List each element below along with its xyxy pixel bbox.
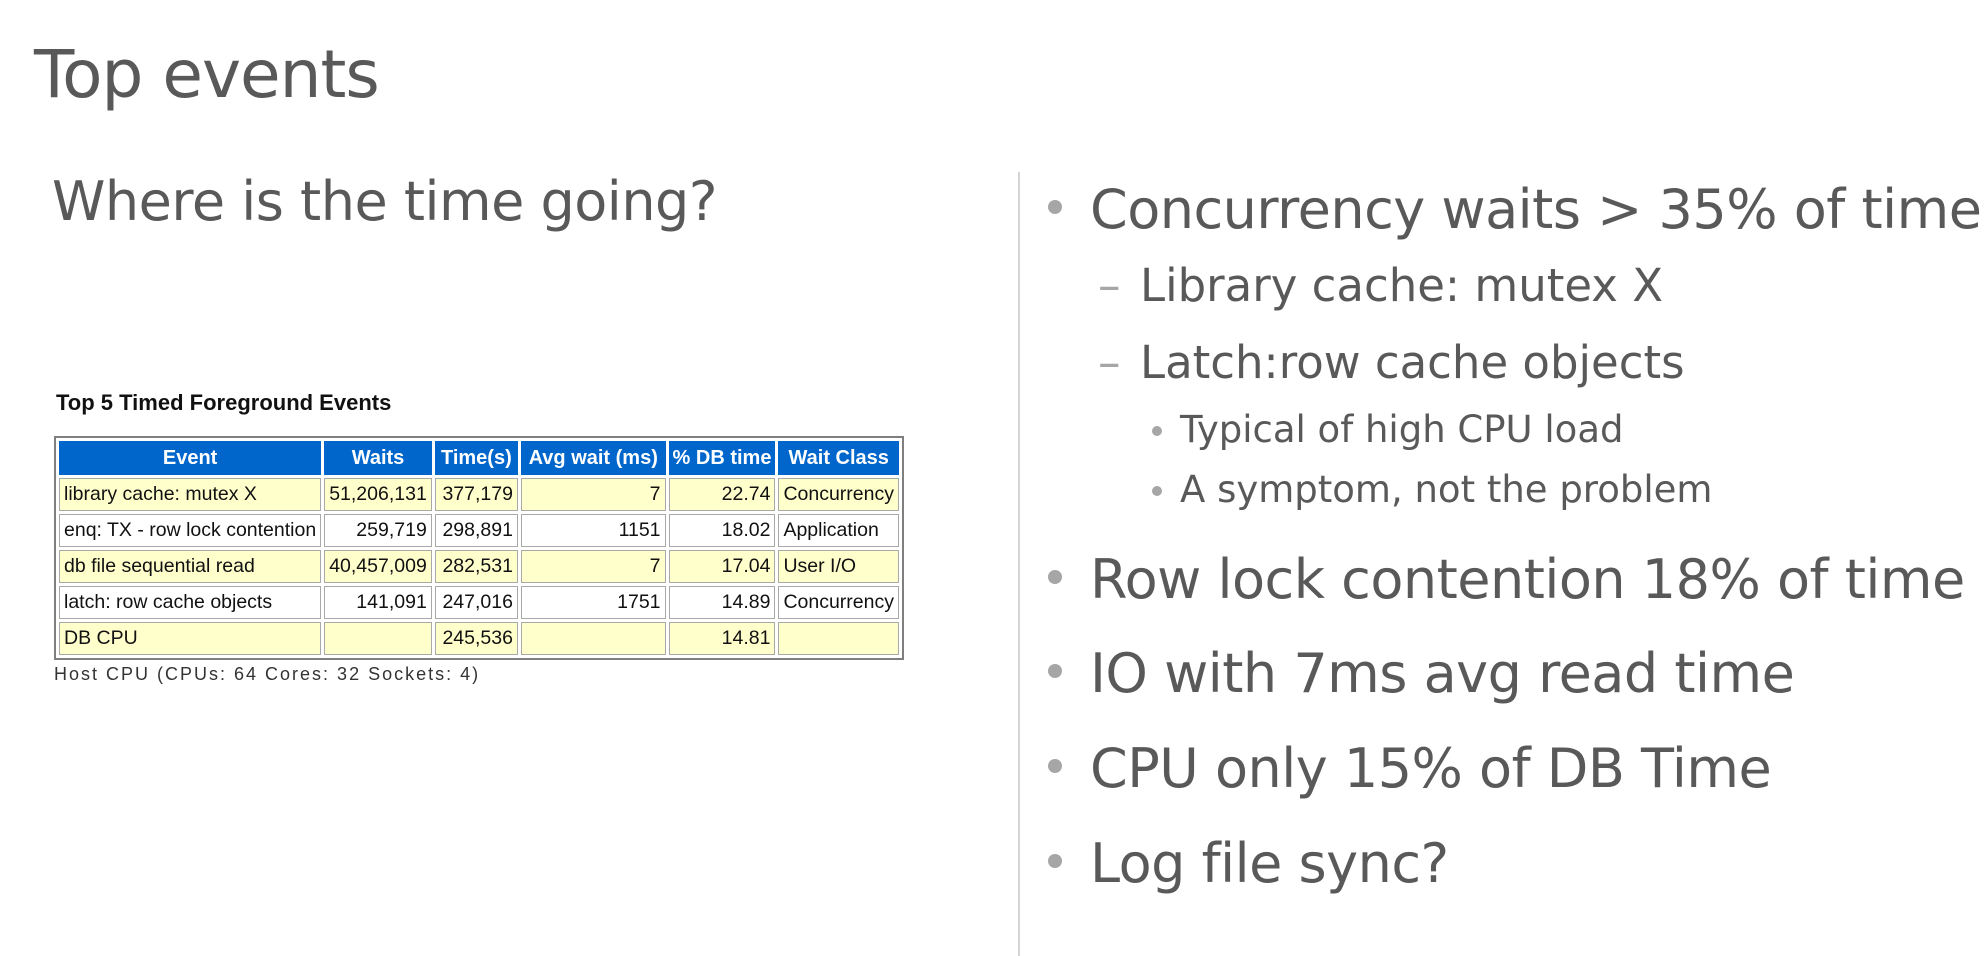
table-row [59,514,899,547]
bullet-dot-icon [1048,664,1062,678]
cell-wait-class [778,622,899,655]
cell-db-time: 22.74 [669,478,776,511]
cell-event: latch: row cache objects [59,586,321,619]
bullet-dot-icon [1048,854,1062,868]
table-row [59,622,899,655]
sub-bullet-item [1098,336,1685,389]
cell-db-time: 14.89 [669,586,776,619]
bullet-dot-icon [1152,426,1162,436]
cell-time: 282,531 [435,550,518,583]
cell-avg-wait: 1751 [521,586,666,619]
cell-waits [324,622,432,655]
bullet-dot-icon [1048,759,1062,773]
cell-time: 377,179 [435,478,518,511]
header-avg-wait: Avg wait (ms) [521,441,666,475]
table-row [59,478,899,511]
cell-waits: 259,719 [324,514,432,547]
cell-event: library cache: mutex X [59,478,321,511]
table-header-row [59,441,899,475]
cell-avg-wait: 1151 [521,514,666,547]
header-db-time: % DB time [669,441,776,475]
bullet-item [1090,832,1449,895]
cell-event: enq: TX - row lock contention [59,514,321,547]
cropped-text-line [54,664,514,684]
cell-avg-wait: 7 [521,478,666,511]
sub-bullet-item [1098,259,1664,312]
header-waits: Waits [324,441,432,475]
cell-avg-wait [521,622,666,655]
cell-event: db file sequential read [59,550,321,583]
table-row [59,550,899,583]
cell-db-time: 17.04 [669,550,776,583]
bullet-item [1090,737,1771,800]
bullet-text: Latch:row cache objects [1140,336,1685,389]
bullet-item [1090,548,1965,611]
sub-sub-bullet-item [1180,468,1712,511]
bullet-text: Typical of high CPU load [1180,408,1624,451]
bullet-item [1090,178,1981,241]
cell-avg-wait: 7 [521,550,666,583]
sub-sub-bullet-item [1180,408,1623,451]
bullet-text: Library cache: mutex X [1140,259,1664,312]
cell-time: 245,536 [435,622,518,655]
awr-table-title: Top 5 Timed Foreground Events [56,390,392,415]
bullet-text: Concurrency waits > 35% of time [1090,178,1982,241]
cell-time: 298,891 [435,514,518,547]
awr-report-excerpt [54,390,904,684]
bullet-text: Log file sync? [1090,832,1449,895]
column-divider [1018,172,1020,956]
bullet-item [1090,642,1794,705]
bullet-text: IO with 7ms avg read time [1090,642,1795,705]
cell-waits: 141,091 [324,586,432,619]
bullet-text: A symptom, not the problem [1180,468,1713,511]
cell-wait-class: User I/O [778,550,899,583]
table-row [59,586,899,619]
top-events-table [54,436,904,660]
cropped-text: Host CPU (CPUs: 64 Cores: 32 Sockets: 4) [54,664,481,684]
header-wait-class: Wait Class [778,441,899,475]
cell-time: 247,016 [435,586,518,619]
cell-db-time: 18.02 [669,514,776,547]
slide-title: Top events [34,36,379,113]
bullet-dot-icon [1048,570,1062,584]
dash-icon: – [1098,259,1121,312]
cell-wait-class: Concurrency [778,478,899,511]
cell-db-time: 14.81 [669,622,776,655]
cell-wait-class: Concurrency [778,586,899,619]
dash-icon: – [1098,336,1121,389]
bullet-dot-icon [1152,486,1162,496]
left-heading: Where is the time going? [52,170,717,233]
cell-waits: 40,457,009 [324,550,432,583]
cell-wait-class: Application [778,514,899,547]
bullet-text: Row lock contention 18% of time [1090,548,1965,611]
bullet-dot-icon [1048,200,1062,214]
header-event: Event [59,441,321,475]
cell-event: DB CPU [59,622,321,655]
cell-waits: 51,206,131 [324,478,432,511]
header-time: Time(s) [435,441,518,475]
bullet-text: CPU only 15% of DB Time [1090,737,1772,800]
